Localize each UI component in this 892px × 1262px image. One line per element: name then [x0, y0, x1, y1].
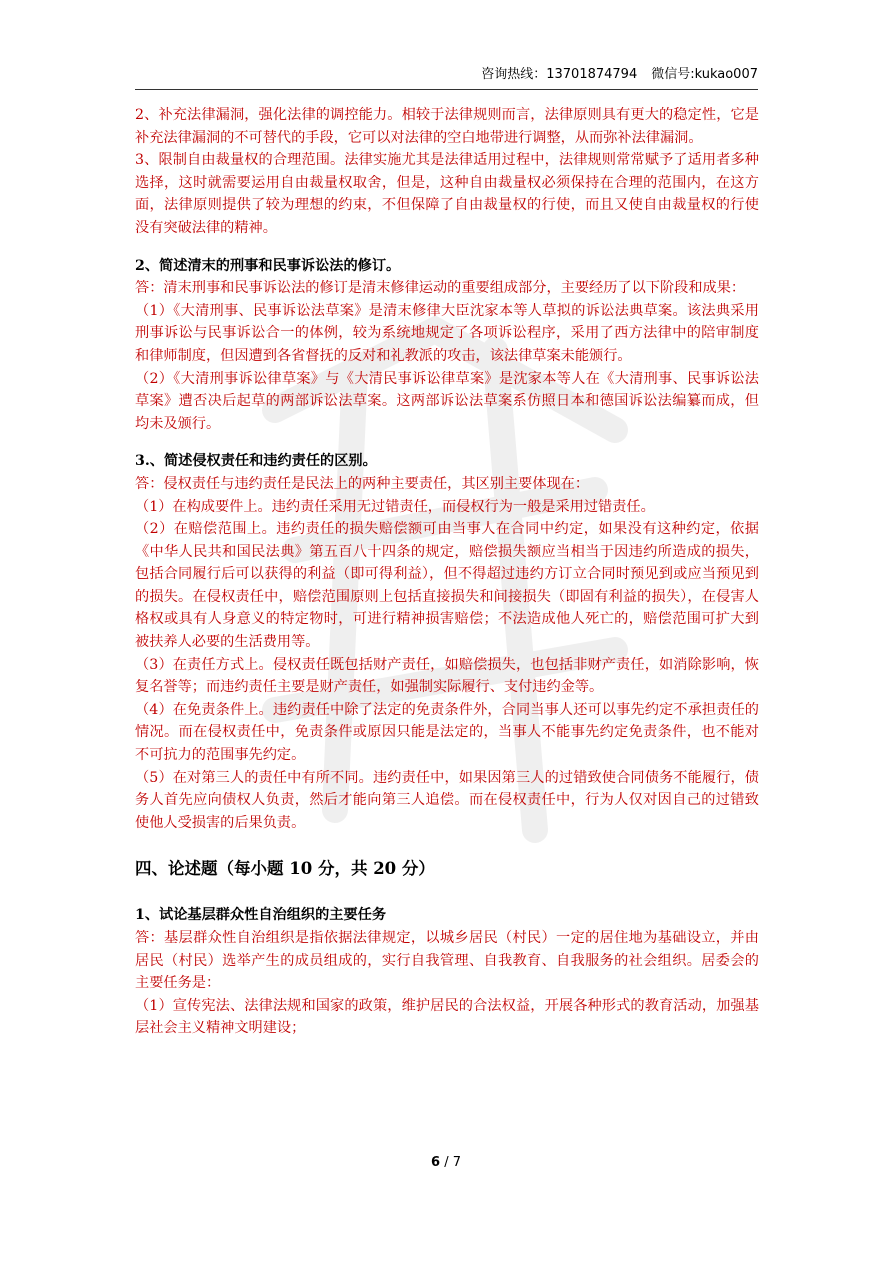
page-header [481, 63, 758, 82]
section-heading: 四、论述题（每小题 10 分，共 20 分） [135, 859, 435, 879]
answer-paragraph: （4）在免责条件上。违约责任中除了法定的免责条件外，合同当事人还可以事先约定不承担责任的情况。而在侵权责任中，免责条件或原因只能是法定的，当事人不能事先约定免责条件，也不能对不可抗力的范围事先约定。 [135, 701, 759, 764]
paragraph: 3、限制自由裁量权的合理范围。法律实施尤其是法律适用过程中，法律规则常常赋予了适用者多种选择，这时就需要运用自由裁量权取舍，但是，这种自由裁量权必须保持在合理的范围内，在这方面，法律原则提供了较为理想的约束，不但保障了自由裁量权的行使，而且又使自由裁量权的行使没有突破法律的精神。 [135, 152, 759, 236]
page-number [0, 1155, 892, 1170]
answer-paragraph: 答：侵权责任与违约责任是民法上的两种主要责任，其区别主要体现在： [135, 475, 590, 492]
answer-paragraph: （2）《大清刑事诉讼律草案》与《大清民事诉讼律草案》是沈家本等人在《大清刑事、民事诉讼法草案》遭否决后起草的两部诉讼法草案。这两部诉讼法草案系仿照日本和德国诉讼法编纂而成，但均未及颁行。 [135, 370, 759, 432]
wechat-text: 微信号:kukao007 [651, 67, 758, 82]
answer-paragraph: （1）宣传宪法、法律法规和国家的政策，维护居民的合法权益，开展各种形式的教育活动，加强基层社会主义精神文明建设； [135, 997, 759, 1037]
answer-paragraph: 答：基层群众性自治组织是指依据法律规定，以城乡居民（村民）一定的居住地为基础设立，并由居民（村民）选举产生的成员组成的，实行自我管理、自我教育、自我服务的社会组织。居委会的主要任务是： [135, 930, 759, 992]
current-page: 6 [431, 1155, 441, 1170]
page-separator: / [444, 1155, 449, 1170]
answer-paragraph: （5）在对第三人的责任中有所不同。违约责任中，如果因第三人的过错致使合同债务不能履行，债务人首先应向债权人负责，然后才能向第三人追偿。而在侵权责任中，行为人仅对因自己的过错致使他人受损害的后果负责。 [135, 769, 759, 831]
paragraph: 2、补充法律漏洞，强化法律的调控能力。相较于法律规则而言，法律原则具有更大的稳定性，它是补充法律漏洞的不可替代的手段，它可以对法律的空白地带进行调整，从而弥补法律漏洞。 [135, 107, 759, 146]
document-body [135, 104, 759, 1040]
question-title: 2、简述清末的刑事和民事诉讼法的修订。 [135, 257, 401, 274]
answer-paragraph: （2）在赔偿范围上。违约责任的损失赔偿额可由当事人在合同中约定，如果没有这种约定，依据《中华人民共和国民法典》第五百八十四条的规定，赔偿损失额应当相当于因违约所造成的损失，包括合同履行后可以获得的利益（即可得利益），但不得超过违约方订立合同时预见到或应当预见到的损失。在侵权责任中，赔偿范围原则上包括直接损失和间接损失（即固有利益的损失），在侵害人格权或具有人身意义的特定物时，可进行精神损害赔偿；不法造成他人死亡的，赔偿范围可扩大到被扶养人必要的生活费用等。 [135, 521, 759, 651]
question-title: 1、试论基层群众性自治组织的主要任务 [135, 907, 387, 924]
header-divider [135, 89, 758, 90]
answer-paragraph: （1）在构成要件上。违约责任采用无过错责任，而侵权行为一般是采用过错责任。 [135, 498, 655, 515]
hotline-text: 咨询热线：13701874794 [481, 67, 638, 82]
answer-paragraph: （3）在责任方式上。侵权责任既包括财产责任，如赔偿损失，也包括非财产责任，如消除影响，恢复名誉等；而违约责任主要是财产责任，如强制实际履行、支付违约金等。 [135, 656, 759, 696]
answer-paragraph: 答：清末刑事和民事诉讼法的修订是清末修律运动的重要组成部分，主要经历了以下阶段和成果： [135, 280, 746, 297]
question-title: 3.、简述侵权责任和违约责任的区别。 [135, 453, 377, 470]
total-pages: 7 [452, 1155, 461, 1170]
answer-paragraph: （1）《大清刑事、民事诉讼法草案》是清末修律大臣沈家本等人草拟的诉讼法典草案。该法典采用刑事诉讼与民事诉讼合一的体例，较为系统地规定了各项诉讼程序，采用了西方法律中的陪审制度和律师制度，但因遭到各省督抚的反对和礼教派的攻击，该法律草案未能颁行。 [135, 302, 759, 364]
